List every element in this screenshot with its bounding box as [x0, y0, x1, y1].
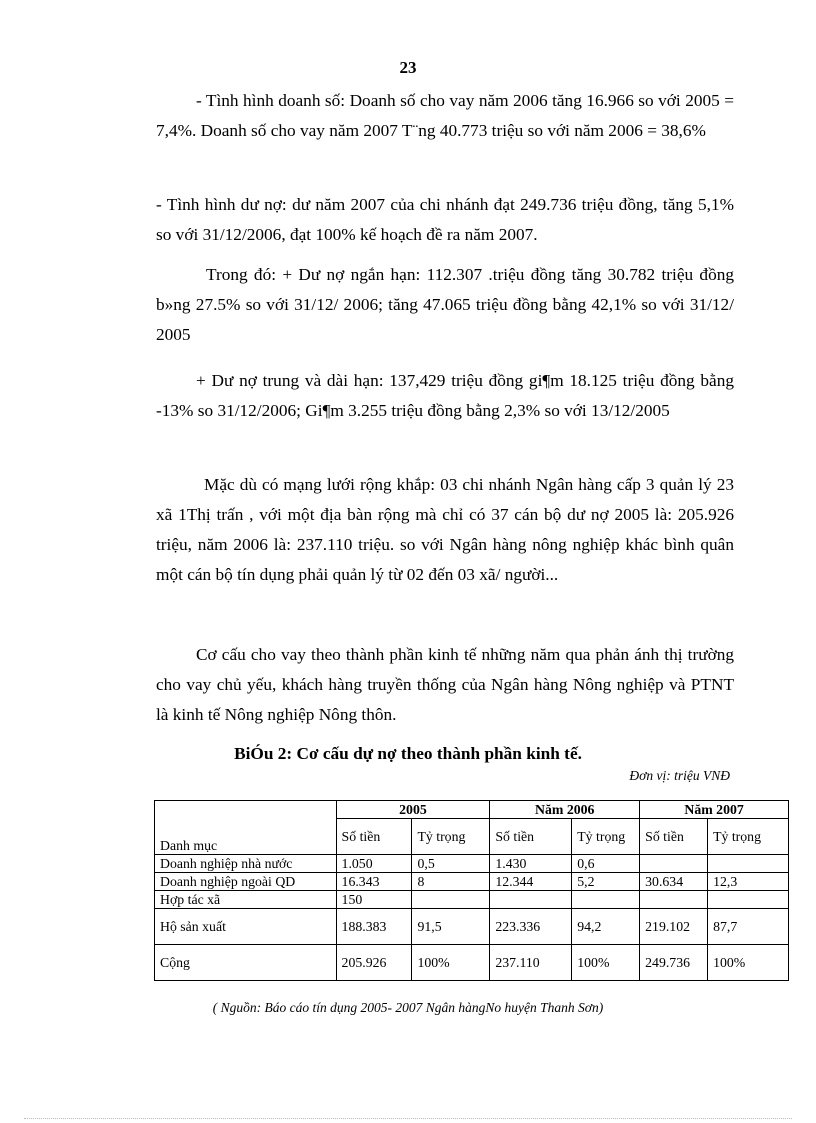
cell-amount-2005: 188.383: [336, 909, 412, 945]
cell-amount-2007: 30.634: [640, 873, 708, 891]
amount-header: Số tiền: [490, 819, 572, 855]
year-header-2006: Năm 2006: [490, 801, 640, 819]
paragraph-short-term: Trong đó: + Dư nợ ngắn hạn: 112.307 .triệu đồng tăng 30.782 triệu đồng b»ng 27.5% so với 31/12/ 2006; tăng 47.065 triệu đồng bằng 42,1% so với 31/12/ 2005: [156, 265, 734, 344]
cell-share-2007: 100%: [708, 945, 789, 981]
share-header: Tỷ trọng: [572, 819, 640, 855]
paragraph-sales: - Tình hình doanh số: Doanh số cho vay năm 2006 tăng 16.966 so với 2005 = 7,4%. Doanh số cho vay năm 2007 T¨ng 40.773 triệu so với năm 2006 = 38,6%: [156, 91, 734, 140]
cell-share-2006: [572, 891, 640, 909]
category-header: Danh mục: [155, 801, 337, 855]
paragraph-outstanding-debt: - Tình hình dư nợ: dư năm 2007 của chi nhánh đạt 249.736 triệu đồng, tăng 5,1% so với 31/12/2006, đạt 100% kế hoạch đề ra năm 2007.: [156, 195, 734, 244]
cell-amount-2006: [490, 891, 572, 909]
table-caption: BiÓu 2: Cơ cấu dự nợ theo thành phần kinh tế.: [234, 744, 582, 763]
amount-header: Số tiền: [336, 819, 412, 855]
cell-amount-2007: [640, 855, 708, 873]
row-label: Cộng: [155, 945, 337, 981]
source-note: ( Nguồn: Báo cáo tín dụng 2005- 2007 Ngân hàngNo huyện Thanh Sơn): [212, 1000, 604, 1015]
year-header-2007: Năm 2007: [640, 801, 789, 819]
unit-note: Đơn vị: triệu VNĐ: [629, 768, 730, 783]
cell-share-2006: 100%: [572, 945, 640, 981]
year-header-2005: 2005: [336, 801, 490, 819]
paragraph-network: Mặc dù có mạng lưới rộng khắp: 03 chi nhánh Ngân hàng cấp 3 quản lý 23 xã 1Thị trấn , với một địa bàn rộng mà chỉ có 37 cán bộ dư nợ 2005 là: 205.926 triệu, năm 2006 là: 237.110 triệu. so với Ngân hàng nông nghiệp khác bình quân một cán bộ tín dụng phải quản lý từ 02 đến 03 xã/ người...: [156, 475, 734, 584]
paragraph-medium-long-term: + Dư nợ trung và dài hạn: 137,429 triệu đồng gi¶m 18.125 triệu đồng bằng -13% so 31/12/2006; Gi¶m 3.255 triệu đồng bằng 2,3% so với 13/12/2005: [156, 371, 734, 420]
cell-share-2005: 100%: [412, 945, 490, 981]
paragraph-loan-structure: Cơ cấu cho vay theo thành phần kinh tế những năm qua phản ánh thị trường cho vay chủ yếu, khách hàng truyền thống của Ngân hàng Nông nghiệp và PTNT là kinh tế Nông nghiệp Nông thôn.: [156, 645, 734, 724]
cell-share-2006: 94,2: [572, 909, 640, 945]
share-header: Tỷ trọng: [412, 819, 490, 855]
debt-structure-table: [154, 800, 789, 981]
cell-share-2007: 12,3: [708, 873, 789, 891]
cell-amount-2005: 205.926: [336, 945, 412, 981]
cell-share-2005: [412, 891, 490, 909]
table-total-row: [155, 945, 789, 981]
cell-amount-2006: 223.336: [490, 909, 572, 945]
table-row: [155, 873, 789, 891]
cell-share-2007: [708, 891, 789, 909]
amount-header: Số tiền: [640, 819, 708, 855]
page-divider: [24, 1118, 792, 1119]
cell-amount-2005: 150: [336, 891, 412, 909]
share-header: Tỷ trọng: [708, 819, 789, 855]
cell-amount-2005: 16.343: [336, 873, 412, 891]
cell-amount-2005: 1.050: [336, 855, 412, 873]
cell-share-2007: 87,7: [708, 909, 789, 945]
row-label: Hộ sản xuất: [155, 909, 337, 945]
row-label: Doanh nghiệp ngoài QD: [155, 873, 337, 891]
cell-share-2005: 91,5: [412, 909, 490, 945]
cell-share-2005: 0,5: [412, 855, 490, 873]
cell-amount-2007: [640, 891, 708, 909]
cell-share-2006: 0,6: [572, 855, 640, 873]
cell-amount-2006: 237.110: [490, 945, 572, 981]
table-header-row: [155, 801, 789, 819]
cell-amount-2006: 12.344: [490, 873, 572, 891]
cell-amount-2006: 1.430: [490, 855, 572, 873]
cell-share-2006: 5,2: [572, 873, 640, 891]
page-number: 23: [399, 58, 417, 77]
cell-amount-2007: 219.102: [640, 909, 708, 945]
cell-amount-2007: 249.736: [640, 945, 708, 981]
table-row: [155, 855, 789, 873]
row-label: Doanh nghiệp nhà nước: [155, 855, 337, 873]
table-row: [155, 891, 789, 909]
cell-share-2005: 8: [412, 873, 490, 891]
row-label: Hợp tác xã: [155, 891, 337, 909]
cell-share-2007: [708, 855, 789, 873]
table-row: [155, 909, 789, 945]
